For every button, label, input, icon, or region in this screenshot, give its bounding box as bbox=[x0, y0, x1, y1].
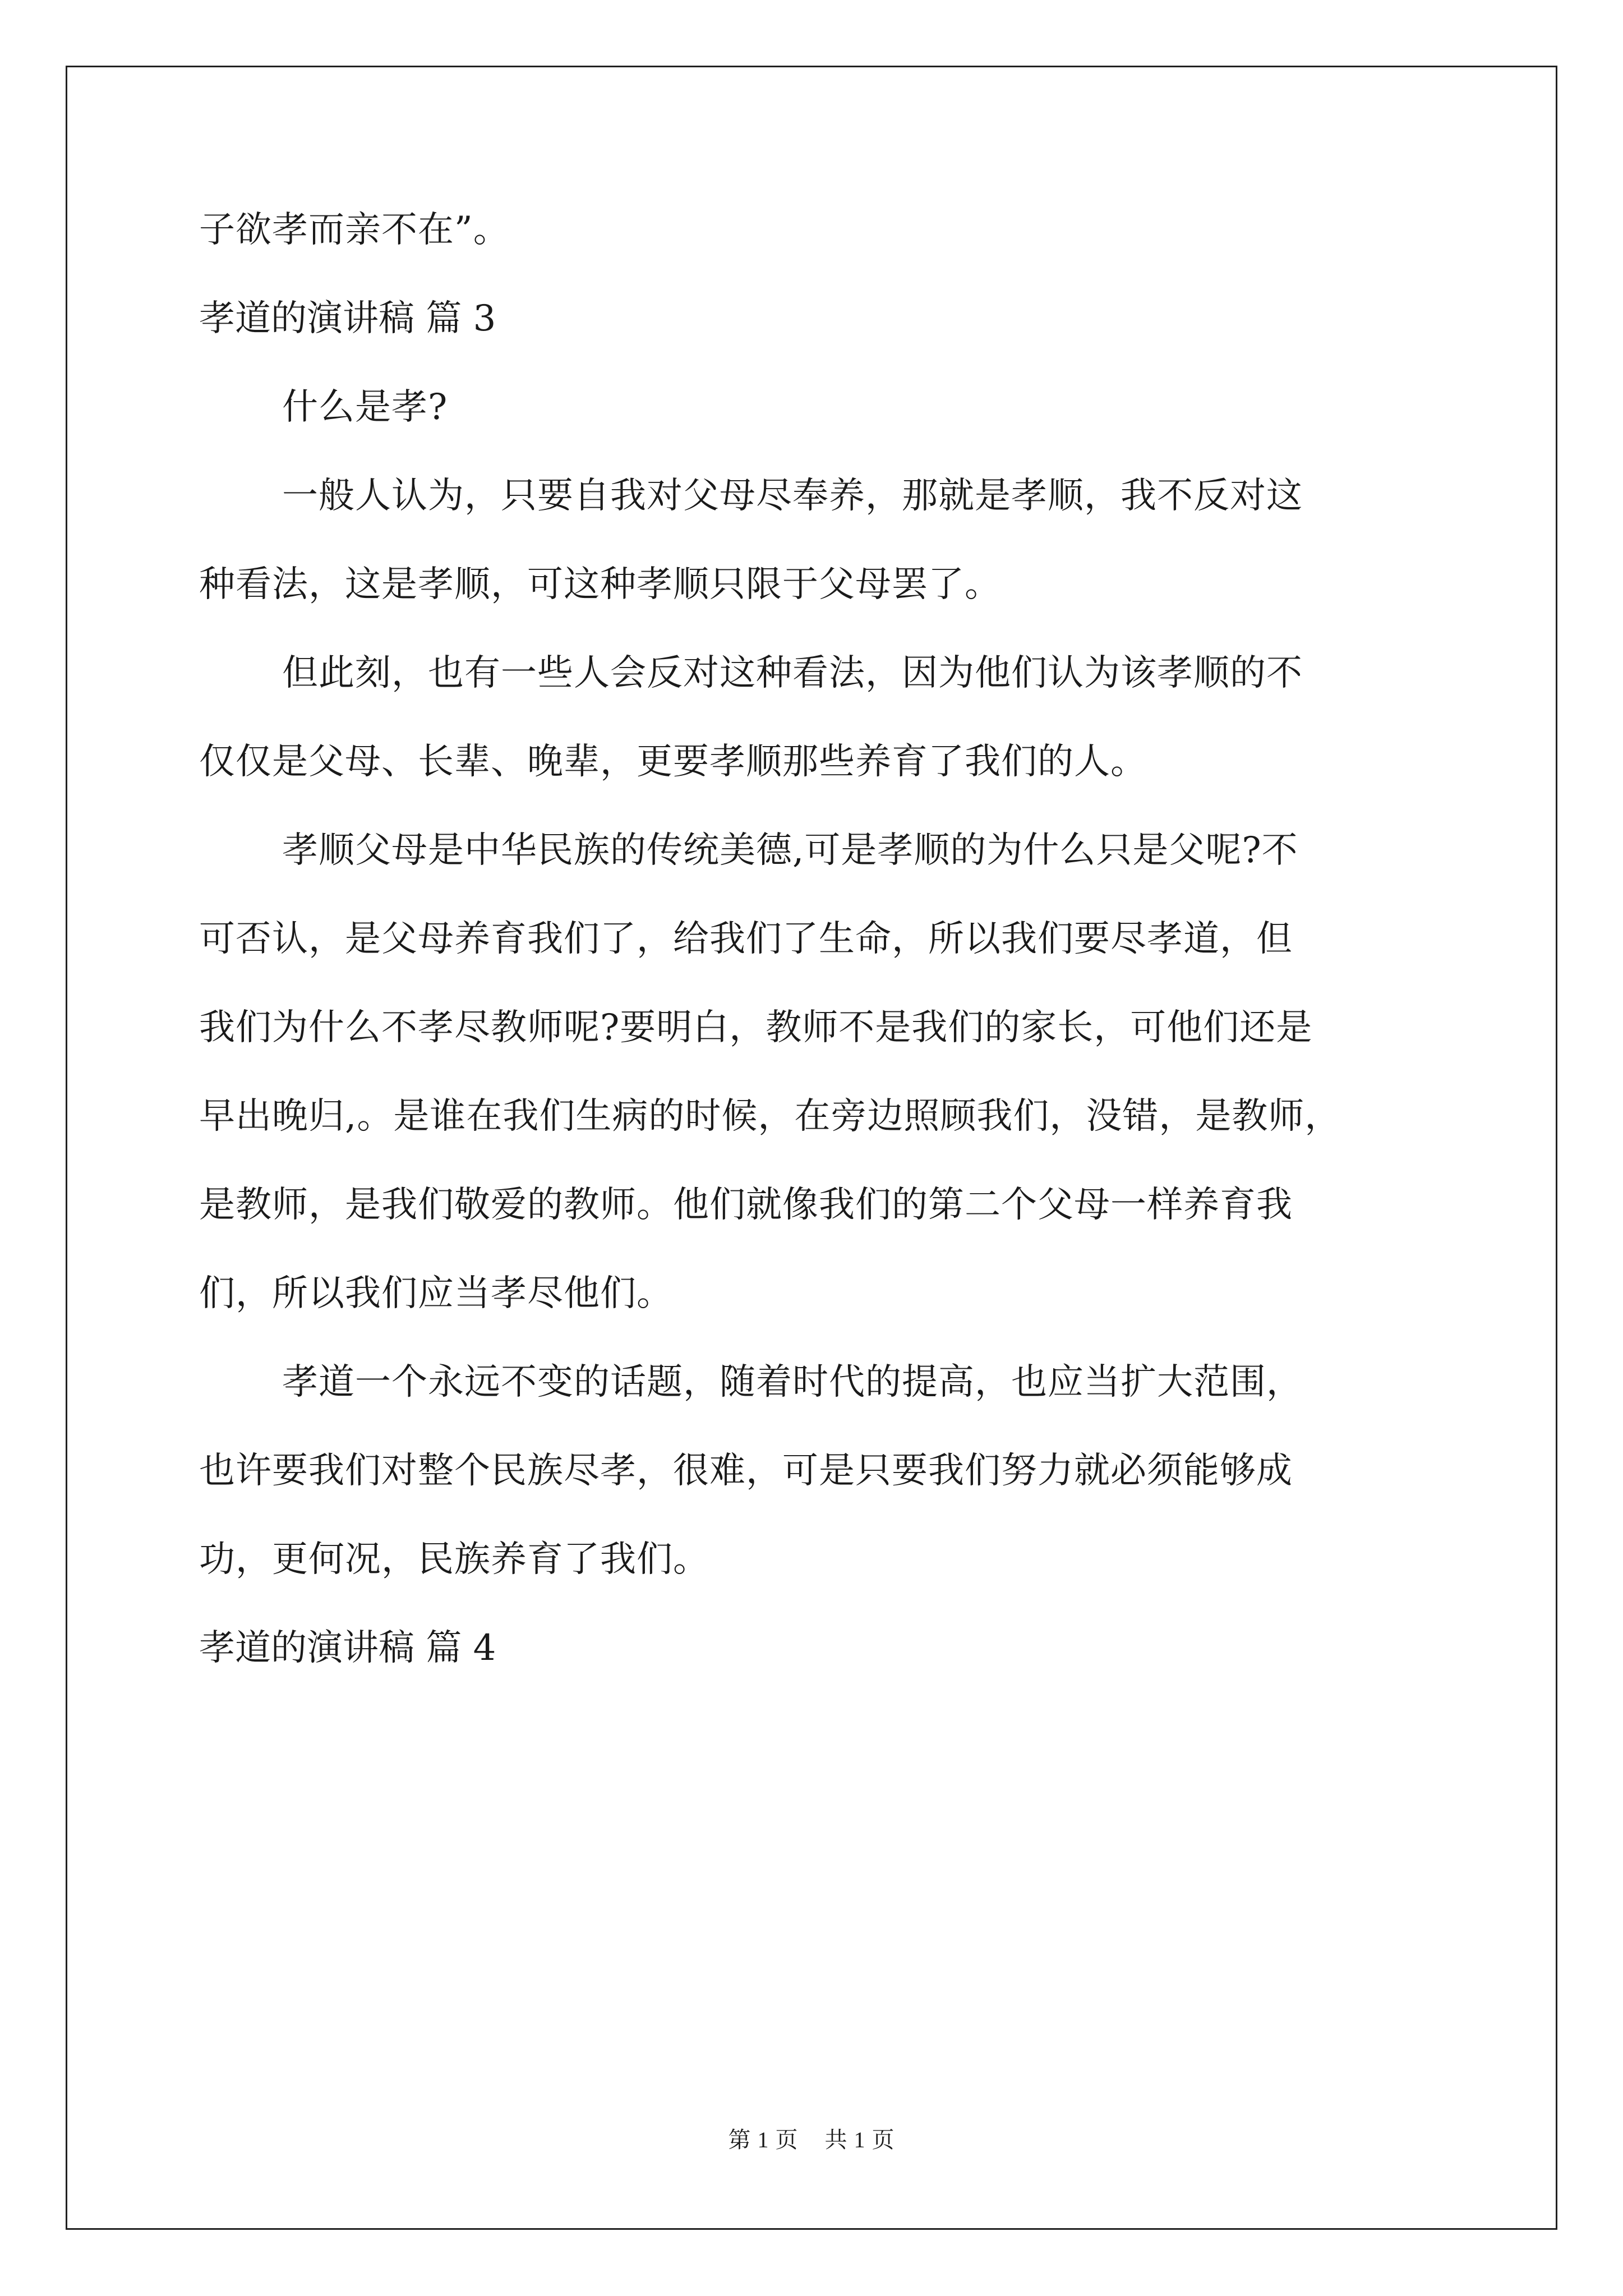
paragraph-line: 早出晚归,。是谁在我们生病的时候，在旁边照顾我们，没错，是教师， bbox=[199, 1096, 1341, 1137]
paragraph-line: 种看法，这是孝顺，可这种孝顺只限于父母罢了。 bbox=[199, 564, 1001, 605]
paragraph-line: 们，所以我们应当孝尽他们。 bbox=[199, 1273, 673, 1314]
paragraph-line: 孝道一个永远不变的话题，随着时代的提高，也应当扩大范围， bbox=[282, 1361, 1303, 1403]
paragraph-line: 什么是孝? bbox=[282, 386, 448, 428]
paragraph-line: 我们为什么不孝尽教师呢?要明白，教师不是我们的家长，可他们还是 bbox=[199, 1007, 1313, 1048]
paragraph-line: 孝顺父母是中华民族的传统美德,可是孝顺的为什么只是父呢?不 bbox=[282, 830, 1298, 871]
paragraph-line: 也许要我们对整个民族尽孝，很难，可是只要我们努力就必须能够成 bbox=[199, 1450, 1293, 1492]
section-heading-3: 孝道的演讲稿 篇 3 bbox=[199, 298, 496, 339]
paragraph-line: 可否认，是父母养育我们了，给我们了生命，所以我们要尽孝道，但 bbox=[199, 918, 1293, 960]
paragraph-line: 一般人认为，只要自我对父母尽奉养，那就是孝顺，我不反对这 bbox=[282, 475, 1303, 517]
paragraph-line: 子欲孝而亲不在”。 bbox=[199, 209, 510, 251]
paragraph-line: 是教师，是我们敬爱的教师。他们就像我们的第二个父母一样养育我 bbox=[199, 1184, 1293, 1226]
section-heading-4: 孝道的演讲稿 篇 4 bbox=[199, 1627, 496, 1669]
page-number-current: 第 1 页 bbox=[728, 2127, 799, 2152]
page-number-total: 共 1 页 bbox=[824, 2127, 895, 2152]
page-footer bbox=[0, 2126, 1623, 2154]
paragraph-line: 仅仅是父母、长辈、晚辈，更要孝顺那些养育了我们的人。 bbox=[199, 741, 1147, 783]
paragraph-line: 但此刻，也有一些人会反对这种看法，因为他们认为该孝顺的不 bbox=[282, 652, 1303, 694]
paragraph-line: 功，更何况，民族养育了我们。 bbox=[199, 1539, 709, 1580]
